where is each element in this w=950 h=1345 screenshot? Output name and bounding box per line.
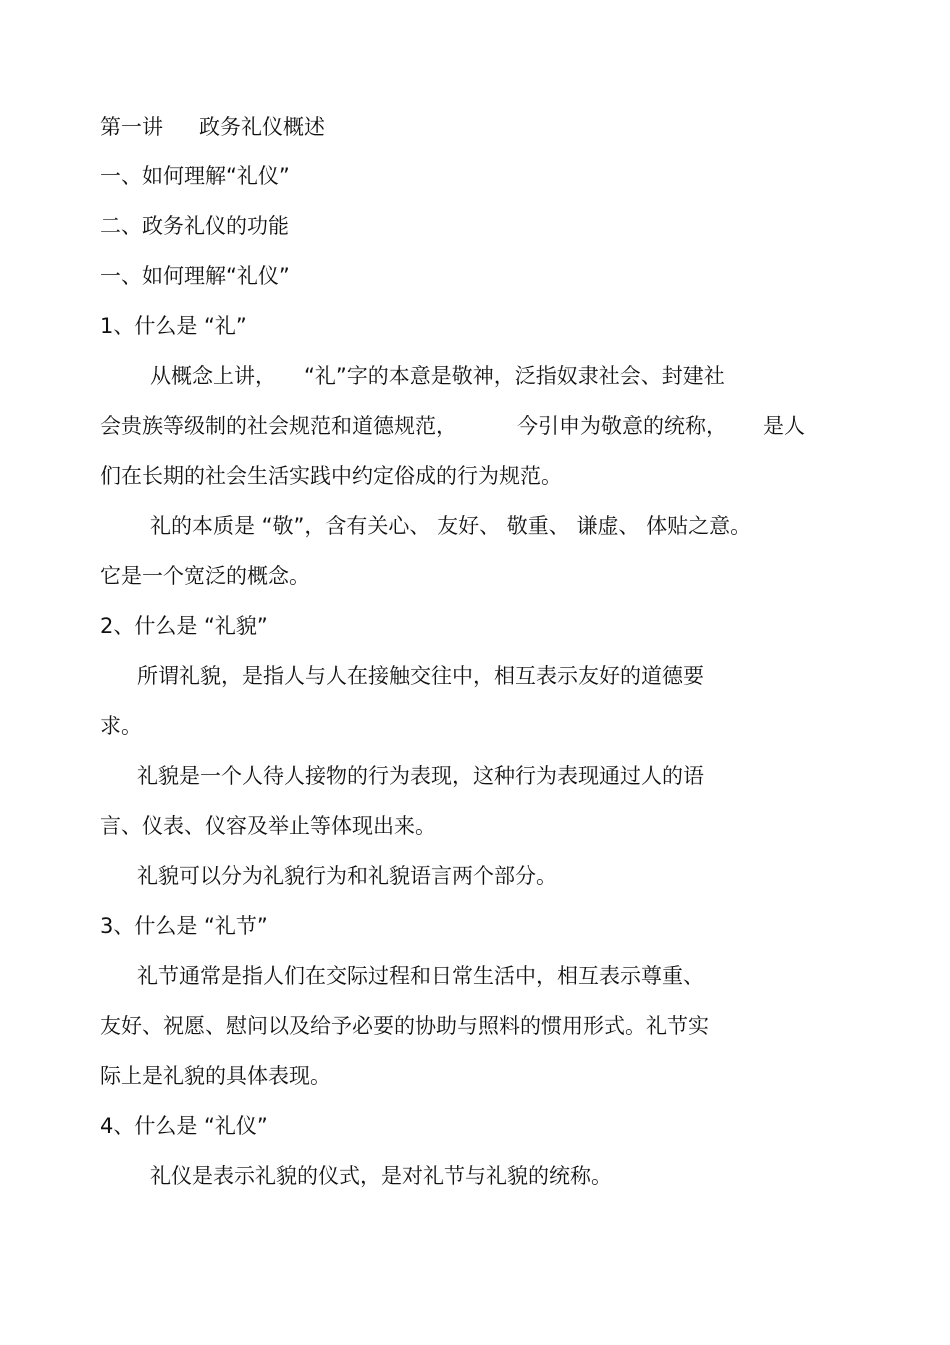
paragraph-5: 礼貌可以分为礼貌行为和礼貌语言两个部分。 — [137, 864, 557, 888]
section-heading: 一、如何理解“礼仪” — [100, 264, 290, 288]
toc-item-1: 一、如何理解“礼仪” — [100, 164, 290, 188]
question-heading-3: 3、什么是 “礼节” — [100, 914, 268, 938]
paragraph-6-line-1: 礼节通常是指人们在交际过程和日常生活中，相互表示尊重、 — [137, 964, 704, 988]
paragraph-2-line-1: 礼的本质是 “敬”，含有关心、 友好、 敬重、 谦虚、 体贴之意。 — [150, 514, 752, 538]
paragraph-6-line-3: 际上是礼貌的具体表现。 — [100, 1064, 331, 1088]
lecture-title — [100, 112, 325, 142]
paragraph-6-line-2: 友好、祝愿、慰问以及给予必要的协助与照料的惯用形式。礼节实 — [100, 1014, 709, 1038]
question-heading-2: 2、什么是 “礼貌” — [100, 614, 268, 638]
paragraph-3-line-2: 求。 — [100, 714, 142, 738]
question-heading-1: 1、什么是 “礼” — [100, 314, 247, 338]
question-heading-4: 4、什么是 “礼仪” — [100, 1114, 268, 1138]
paragraph-3-line-1: 所谓礼貌，是指人与人在接触交往中，相互表示友好的道德要 — [137, 664, 704, 688]
paragraph-1-line-2: 会贵族等级制的社会规范和道德规范， 今引申为敬意的统称， 是人 — [100, 414, 805, 438]
lecture-topic: 政务礼仪概述 — [199, 115, 325, 139]
toc-item-2: 二、政务礼仪的功能 — [100, 214, 289, 238]
paragraph-7: 礼仪是表示礼貌的仪式，是对礼节与礼貌的统称。 — [150, 1164, 612, 1188]
paragraph-4-line-1: 礼貌是一个人待人接物的行为表现，这种行为表现通过人的语 — [137, 764, 704, 788]
lecture-number: 第一讲 — [100, 115, 163, 139]
paragraph-1-line-3: 们在长期的社会生活实践中约定俗成的行为规范。 — [100, 464, 562, 488]
paragraph-2-line-2: 它是一个宽泛的概念。 — [100, 564, 310, 588]
paragraph-4-line-2: 言、仪表、仪容及举止等体现出来。 — [100, 814, 436, 838]
paragraph-1-line-1: 从概念上讲， “礼”字的本意是敬神，泛指奴隶社会、封建社 — [150, 364, 725, 388]
